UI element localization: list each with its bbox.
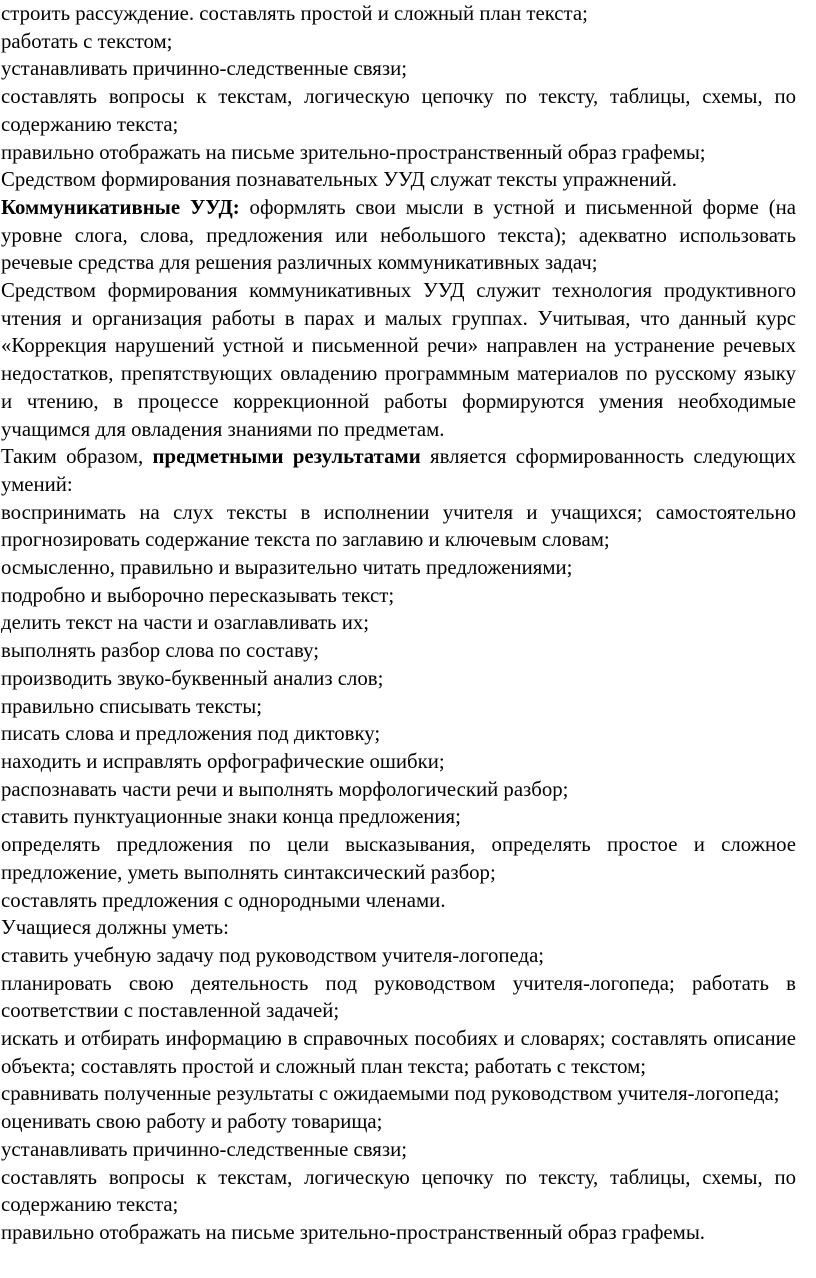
text-line: [1, 1219, 796, 1247]
line-text: Таким образом,: [1, 445, 153, 469]
text-line: [1, 582, 796, 610]
line-text: ставить учебную задачу под руководством учителя-логопеда;: [1, 943, 545, 967]
line-text: производить звуко-буквенный анализ слов;: [1, 666, 384, 690]
line-text: подробно и выборочно пересказывать текст;: [1, 583, 395, 607]
text-line: [1, 499, 796, 554]
text-paragraph: [1, 277, 796, 443]
section-heading: Коммуникативные УУД:: [1, 195, 240, 219]
line-text: определять предложения по цели высказывания, определять простое и сложное предложение, уметь выполнять синтаксический разбор;: [1, 833, 796, 884]
text-line: [1, 1164, 796, 1219]
line-text: устанавливать причинно-следственные связи;: [1, 1137, 407, 1161]
text-line: [1, 887, 796, 915]
line-text: писать слова и предложения под диктовку;: [1, 722, 381, 746]
line-text: устанавливать причинно-следственные связи;: [1, 57, 407, 81]
line-text: является сформированность следующих умений:: [1, 445, 796, 496]
text-line: [1, 1108, 796, 1136]
line-text: правильно списывать тексты;: [1, 694, 262, 718]
text-line: [1, 803, 796, 831]
line-text: осмысленно, правильно и выразительно читать предложениями;: [1, 556, 573, 580]
line-text: Учащиеся должны уметь:: [1, 916, 229, 940]
text-line: [1, 166, 796, 194]
line-text: правильно отображать на письме зрительно-пространственный образ графемы.: [1, 1220, 705, 1244]
text-line: [1, 554, 796, 582]
text-line: [1, 139, 796, 167]
text-line: [1, 55, 796, 83]
line-text: работать с текстом;: [1, 29, 173, 53]
text-line: [1, 720, 796, 748]
text-line: [1, 942, 796, 970]
text-line: [1, 609, 796, 637]
line-text: Средством формирования познавательных УУД служат тексты упражнений.: [1, 168, 677, 192]
text-line: [1, 831, 796, 886]
line-text: искать и отбирать информацию в справочных пособиях и словарях; составлять описание объекта; составлять простой и сложный план текста; работать с текстом;: [1, 1027, 796, 1078]
line-text: оценивать свою работу и работу товарища;: [1, 1110, 383, 1134]
text-line: [1, 665, 796, 693]
text-line: [1, 914, 796, 942]
line-text: планировать свою деятельность под руководством учителя-логопеда; работать в соответствии с поставленной задачей;: [1, 971, 796, 1023]
text-line: [1, 1025, 796, 1080]
communicative-uud-paragraph: [1, 194, 796, 277]
line-text: строить рассуждение. составлять простой и сложный план текста;: [1, 2, 588, 25]
line-text: сравнивать полученные результаты с ожидаемыми под руководством учителя-логопеда;: [1, 1082, 780, 1106]
line-text: делить текст на части и озаглавливать их;: [1, 611, 370, 635]
line-text: воспринимать на слух тексты в исполнении учителя и учащихся; самостоятельно прогнозировать содержание текста по заглавию и ключевым словам;: [1, 500, 796, 552]
line-text: выполнять разбор слова по составу;: [1, 639, 319, 663]
line-text: составлять вопросы к текстам, логическую цепочку по тексту, таблицы, схемы, по содержанию текста;: [1, 1165, 796, 1217]
line-text: распознавать части речи и выполнять морфологический разбор;: [1, 777, 569, 801]
text-line: [1, 1136, 796, 1164]
text-line: [1, 748, 796, 776]
text-line: [1, 1080, 796, 1108]
text-line: [1, 776, 796, 804]
bold-term: предметными результатами: [152, 445, 421, 469]
text-line: [1, 83, 796, 138]
text-line: [1, 970, 796, 1025]
line-text: оформлять свои мысли в устной и письменной форме (на уровне слога, слова, предложения или небольшого текста); адекватно использовать речевые средства для решения различных коммуникативных задач;: [1, 195, 796, 275]
text-line: [1, 28, 796, 56]
text-line: [1, 0, 796, 28]
line-text: составлять вопросы к текстам, логическую цепочку по тексту, таблицы, схемы, по содержанию текста;: [1, 85, 796, 136]
line-text: находить и исправлять орфографические ошибки;: [1, 749, 445, 773]
line-text: Средством формирования коммуникативных УУД служит технология продуктивного чтения и организация работы в парах и малых группах. Учитывая, что данный курс «Коррекция нарушений устной и письменной речи» направлен на устранение речевых недостатков, препятствующих овладению программным материалов по русскому языку и чтению, в процессе коррекционной работы формируются умения необходимые учащимся для овладения знаниями по предметам.: [1, 279, 796, 441]
line-text: правильно отображать на письме зрительно-пространственный образ графемы;: [1, 140, 706, 164]
subject-results-paragraph: [1, 443, 796, 498]
text-line: [1, 693, 796, 721]
line-text: составлять предложения с однородными членами.: [1, 888, 446, 912]
line-text: ставить пунктуационные знаки конца предложения;: [1, 805, 461, 829]
text-line: [1, 637, 796, 665]
